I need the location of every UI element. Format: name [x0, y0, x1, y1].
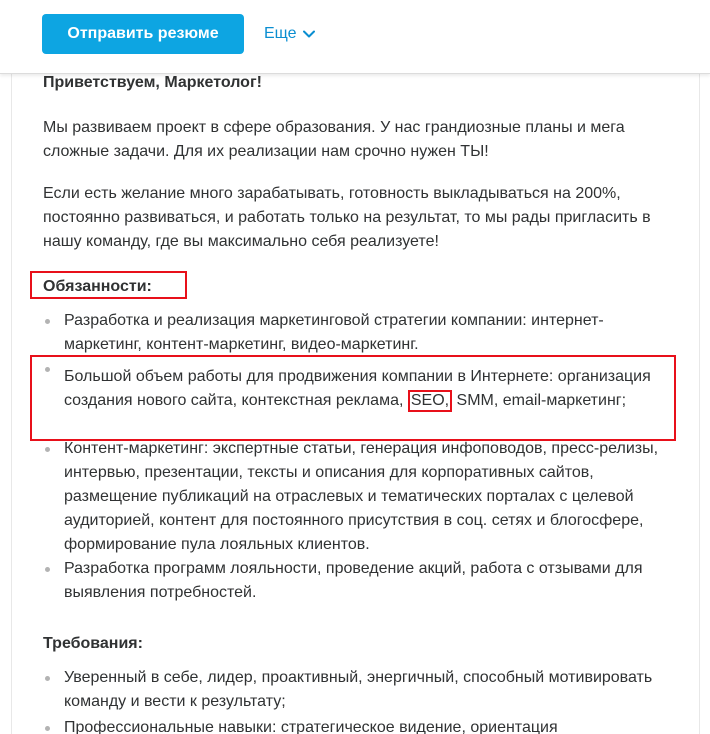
duties-list: [43, 309, 663, 605]
chevron-down-icon: [303, 30, 315, 38]
duty-text: Большой объем работы для продвижения компании в Интернете: организация создания нового сайта, контекстная реклама,: [64, 368, 651, 409]
duties-heading-highlight: [30, 271, 187, 299]
list-item: Уверенный в себе, лидер, проактивный, энергичный, способный мотивировать команду и вести к результату;: [43, 666, 663, 716]
list-item: Разработка и реализация маркетинговой стратегии компании: интернет-маркетинг, контент-маркетинг, видео-маркетинг.: [43, 309, 663, 357]
requirements-list: [43, 666, 663, 734]
more-dropdown[interactable]: [264, 22, 315, 46]
duty-item-highlight: [30, 355, 676, 441]
list-item: Профессиональные навыки: стратегическое видение, ориентация: [43, 716, 663, 734]
requirements-heading: Требования:: [43, 635, 143, 652]
submit-resume-button[interactable]: Отправить резюме: [42, 14, 244, 54]
more-label: Еще: [264, 25, 297, 42]
duties-heading: Обязанности:: [43, 278, 152, 295]
intro-paragraph: Мы развиваем проект в сфере образования. У нас грандиозные планы и мега сложные задачи. Для их реализации нам срочно нужен ТЫ!: [43, 119, 625, 160]
duty-text-tail: SMM, email-маркетинг;: [452, 392, 627, 409]
greeting: Приветствуем, Маркетолог!: [43, 74, 262, 91]
list-item: Разработка программ лояльности, проведение акций, работа с отзывами для выявления потребностей.: [43, 557, 663, 605]
pitch-paragraph: Если есть желание много зарабатывать, готовность выкладываться на 200%, постоянно развиваться, и работать только на результат, то мы рады пригласить в нашу команду, где вы максимально себя реализуете!: [43, 185, 651, 250]
seo-highlight: SEO,: [408, 390, 452, 412]
top-action-bar: [0, 0, 710, 74]
vacancy-description: [11, 74, 700, 734]
list-item: Контент-маркетинг: экспертные статьи, генерация инфоповодов, пресс-релизы, интервью, презентации, тексты и описания для корпоративных сайтов, размещение публикаций на отраслевых и тематических порталах с целевой аудиторией, контент для постоянного присутствия в соц. сетях и блогосфере, формирование пула лояльных клиентов.: [43, 437, 663, 557]
